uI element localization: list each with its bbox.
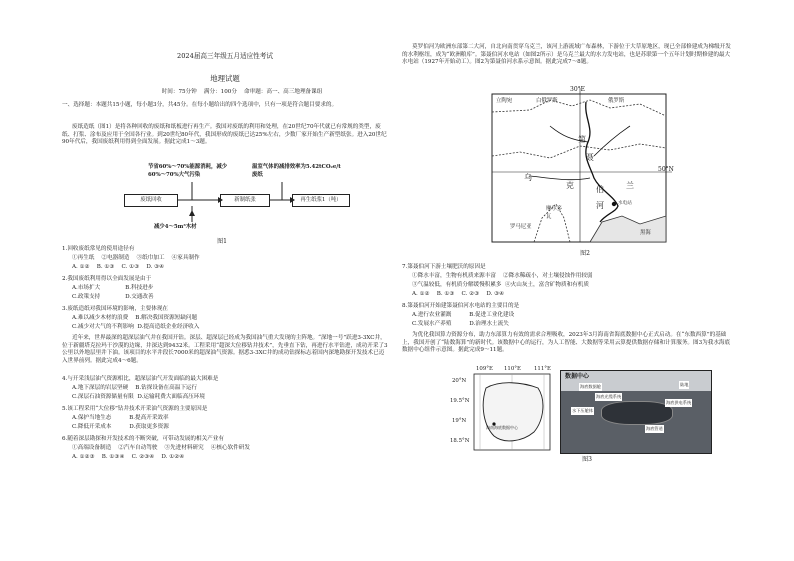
fig3-lon-110: 110°E bbox=[504, 366, 521, 372]
question-7: 7.第聂伯河下游土壤肥沃的原因是 bbox=[402, 264, 486, 270]
fig3-lat-18-5: 18.5°N bbox=[450, 438, 470, 444]
fig3-site-label: 海南海底数据中心 bbox=[486, 425, 518, 430]
fig3-panel-title: 数据中心 bbox=[565, 373, 590, 380]
fig2-romania: 罗马尼亚 bbox=[510, 224, 532, 230]
fig3-tag-cabin: 海底数据舱 bbox=[580, 384, 601, 389]
fig3-datacenter-panel bbox=[560, 370, 712, 454]
question-2-ab: A.市场扩大 B.科技进步 bbox=[72, 285, 154, 291]
fig2-label-ke: 克 bbox=[566, 181, 574, 190]
fig2-black-sea: 黑海 bbox=[640, 230, 651, 236]
question-1-choices: A. ①② B. ①③ C. ①③ D. ③④ bbox=[72, 264, 165, 270]
question-6-options: ①高端设备制造 ②汽车自动驾驶 ③先进材料研究 ④核心软件研发 bbox=[72, 445, 250, 451]
fig2-label-bo: 伯 bbox=[596, 185, 604, 194]
question-8: 8.第聂伯河开始建第聂伯河水电站的主要目的是 bbox=[402, 303, 520, 309]
fig3-tag-power: 海底供电系统 bbox=[666, 400, 692, 405]
question-5-cd: C.降低开采成本 D.获取更多资源 bbox=[72, 424, 169, 430]
question-4: 4.与开采浅层油气资源相比，超深层油气开发面临的最大困难是 bbox=[62, 376, 219, 382]
passage-3: 莫罗伯河为欧洲东部第二大河，自北向南贯穿乌克兰，该河上游流域广布森林，下游位于大草原地区，现已全部修建成为梯级开发的水利枢纽，成为“欧洲粮库”。第聂伯河水电站（如图2所示）是乌克兰最大的水力发电站，也是苏联第一个五年计划时期修建的最大水电站（1927年开始动工）。图2为第聂伯河水系示意图。据此完成7～8题。 bbox=[402, 44, 731, 66]
fig1-box-recycle: 废纸回收 bbox=[124, 194, 178, 207]
question-4-cd: C.深层石油资源储量有限 D.运输耗费大面临高压环境 bbox=[72, 394, 205, 400]
question-3-ab: A.难以减少木材的浪费 B.解决我国资源短缺问题 bbox=[72, 315, 198, 321]
question-8-cd: C.发展水产养殖 D.治理水土流失 bbox=[412, 321, 509, 327]
question-6: 6.随着深层勘探和开发技术的不断突破，可带动发展的相关产业有 bbox=[62, 436, 224, 442]
fig2-lithuania: 立陶宛 bbox=[496, 98, 513, 104]
fig1-note-a: 节省60%～70%能源消耗，减少60%～70%大气污染 bbox=[148, 164, 228, 178]
exam-title: 2024届高三年级五月适应性考试 bbox=[177, 52, 273, 60]
passage-1: 废纸造纸（图1）是将各种回收的废纸和纸板进行再生产。我国对废纸的利用和处理，在20世纪70年代就已有常规的类型，废纸、打浆、涂布及应用于全国各行业。到20世纪80年代，我国形成的废纸已达25%左右，少数厂家开始生产新型纸张。进入20世纪90年代后，我国废纸利用得到全面发展。据此完成1～3题。 bbox=[62, 124, 387, 146]
question-4-ab: A.地下深层的岩层坚硬 B.钻探设备在高温下运行 bbox=[72, 385, 198, 391]
question-6-choices: A. ①②③ B. ①③④ C. ②③④ D. ①②④ bbox=[72, 454, 185, 460]
exam-subject: 地理试题 bbox=[210, 74, 240, 83]
fig2-label-di: 第 bbox=[578, 135, 586, 144]
fig3-lat-20: 20°N bbox=[452, 378, 467, 384]
exam-instructions: 一、选择题：本题共15小题，每小题3分，共45分。在每小题给出的四个选项中，只有一项是符合题目要求的。 bbox=[62, 102, 338, 108]
fig1-note-c: 减少4～5m³木材 bbox=[154, 224, 197, 230]
fig2-map bbox=[490, 86, 680, 258]
fig3-tag-cable: 海底光缆系统 bbox=[596, 394, 622, 399]
fig2-label-nie: 聂 bbox=[586, 153, 594, 162]
fig3-caption: 图3 bbox=[582, 456, 592, 463]
fig3-tag-pipe: 海底管道 bbox=[646, 426, 663, 431]
question-1-options: ①再生纸 ②电器制造 ③纸巾加工 ④家具制作 bbox=[72, 255, 200, 261]
fig3-lon-109: 109°E bbox=[476, 366, 493, 372]
fig2-label-wu: 乌 bbox=[524, 173, 532, 182]
fig2-caption: 图2 bbox=[580, 250, 590, 257]
fig2-belarus: 白俄罗斯 bbox=[536, 98, 558, 104]
fig3-lat-19: 19°N bbox=[452, 418, 467, 424]
question-8-ab: A.进行农业灌溉 B.促进工业化建设 bbox=[412, 312, 515, 318]
fig3-lon-111: 111°E bbox=[534, 366, 551, 372]
exam-meta: 时间：75分钟 满分：100分 命审题：高一、高三地理备课组 bbox=[161, 89, 323, 95]
question-1: 1.回收废纸常见的使用途径有 bbox=[62, 246, 135, 252]
fig1-box-pulp: 再生纸浆1（吨） bbox=[292, 194, 350, 207]
fig2-label-lan: 兰 bbox=[626, 181, 634, 190]
question-7-choices: A. ①② B. ①③ C. ②③ D. ③④ bbox=[412, 291, 505, 297]
fig3-island-map bbox=[460, 366, 552, 456]
fig2-parallel: 50°N bbox=[658, 166, 674, 173]
passage-2: 近年来，世界最深的超深层油气井在我国开钻。深层、超深层已经成为我国油气重大发现的主阵地。“深地一号”跃进3-3XC井，位于新疆塔克拉玛干沙漠的边缘，井深达到9432米。工程采用“超深大位移钻井技术”，先垂直下钻，再进行水平钻进，成功开采了3公里以外地层里井下油。该项目的水平井段长7000米的超深油气资源。据悉3-3XC井的成功钻探标志着国内深地勘探开发技术已迈入世界前列。据此完成4～6题。 bbox=[62, 335, 388, 364]
passage-4: 为优化我国算力资源分布，助力东部算力有效的需求合理吸收，2023年3月海南省海底数据中心正式启动。在“东数西算”的基础上，我国开创了“陆数海算”的新时代。该数据中心的运行，为人工智能、大数据等采用云算提供数据存储和计算服务。图3为我水海底数据中心组件示意图。据此完成9～11题。 bbox=[402, 332, 731, 354]
fig1-note-b: 温室气体的减排效率为5.42tCO₂e/t废纸 bbox=[252, 164, 341, 178]
question-5: 5.该工程采用“大位移”钻井技术开采油气资源的主要原因是 bbox=[62, 406, 208, 412]
fig1-caption: 图1 bbox=[217, 238, 227, 245]
question-3: 3.废纸造纸对我国环境的影响，主要体现在 bbox=[62, 306, 169, 312]
question-2: 2.我国废纸利用得以全面发展是由于 bbox=[62, 276, 152, 282]
figure-3 bbox=[450, 366, 714, 464]
fig1-box-newpaper: 新制纸张 bbox=[220, 194, 270, 207]
fig3-lat-19-5: 19.5°N bbox=[450, 398, 470, 404]
question-5-ab: A.保护当地生态 B.提高开采效率 bbox=[72, 415, 169, 421]
fig2-label-he: 河 bbox=[596, 201, 604, 210]
fig2-russia: 俄罗斯 bbox=[608, 98, 625, 104]
question-2-cd: C.政策支持 D.交通改善 bbox=[72, 294, 154, 300]
figure-1 bbox=[92, 164, 352, 250]
fig3-tag-land: 陆地 bbox=[680, 382, 689, 387]
fig2-meridian: 30°E bbox=[570, 86, 586, 93]
figure-2 bbox=[490, 86, 680, 258]
fig3-module-shape bbox=[601, 401, 673, 425]
question-7-ab: ①降水丰富，生物有机质来源丰富 ②降水稀疏小，对土壤侵蚀作用较弱 bbox=[412, 273, 593, 279]
fig2-dam-label: 水电站 bbox=[618, 201, 632, 206]
question-3-cd: C.减少对大气的不利影响 D.提高造纸企业经济收入 bbox=[72, 324, 200, 330]
fig2-moldova: 摩尔多瓦 bbox=[546, 206, 563, 220]
fig3-tag-ballast: 水下压舱体 bbox=[572, 408, 593, 413]
question-7-cd: ③气温较低，有机质分解缓慢积累多 ④火山灰土，富含矿物质和有机质 bbox=[412, 282, 589, 288]
